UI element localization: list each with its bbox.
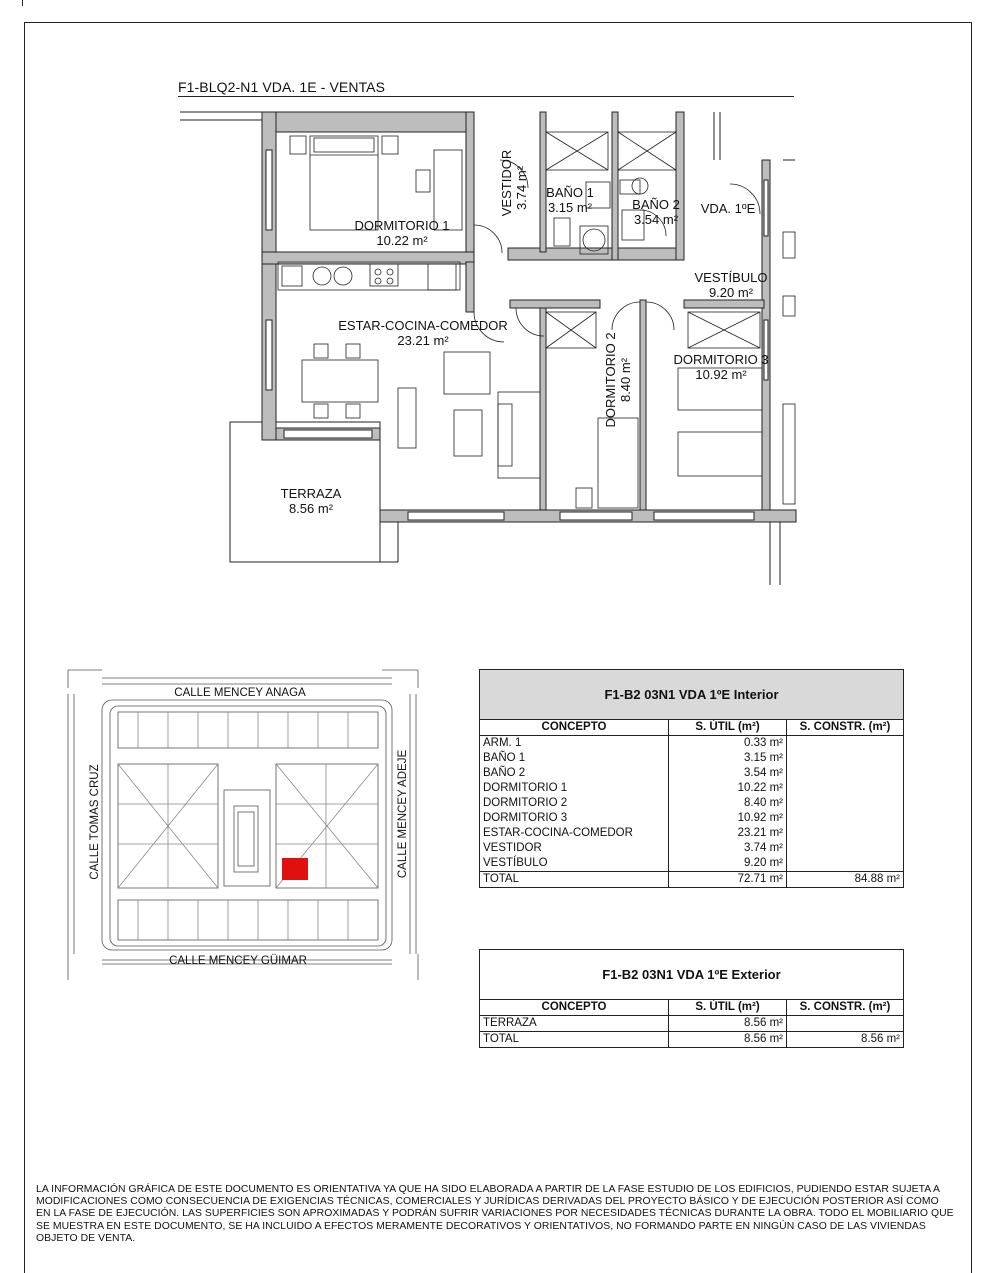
- room-label-terraza: TERRAZA: [280, 486, 342, 501]
- cell-s-util: 9.20 m²: [669, 856, 787, 872]
- cell-s-constr: [787, 751, 904, 766]
- site-plan: [62, 664, 422, 984]
- table-row: [480, 766, 904, 781]
- table-row: [480, 841, 904, 856]
- table-row: [480, 811, 904, 826]
- table-row: [480, 736, 904, 752]
- cell-concepto: TERRAZA: [480, 1016, 669, 1032]
- exterior-area-table: [479, 949, 904, 1048]
- cell-concepto: DORMITORIO 3: [480, 811, 669, 826]
- total-row: [480, 872, 904, 888]
- cell-s-util: 3.15 m²: [669, 751, 787, 766]
- room-label-estar: ESTAR-COCINA-COMEDOR: [338, 318, 508, 333]
- unit-label: VDA. 1ºE: [700, 201, 756, 216]
- cell-s-util: 3.54 m²: [669, 766, 787, 781]
- street-label-top: CALLE MENCEY ANAGA: [174, 687, 306, 699]
- room-area-estar: 23.21 m²: [397, 333, 449, 348]
- cell-s-util: 3.74 m²: [669, 841, 787, 856]
- room-label-dormitorio-2: DORMITORIO 2: [603, 332, 618, 428]
- cell-s-constr: [787, 811, 904, 826]
- cell-s-util: 10.92 m²: [669, 811, 787, 826]
- room-area-terraza: 8.56 m²: [288, 501, 334, 516]
- table-row: [480, 796, 904, 811]
- cell-s-constr: [787, 841, 904, 856]
- disclaimer-text: LA INFORMACIÓN GRÁFICA DE ESTE DOCUMENTO ES ORIENTATIVA YA QUE HA SIDO ELABORADA A PARTIR DE LA FASE ESTUDIO DE LOS EDIFICIOS, PUDIENDO ESTAR SUJETA A MODIFICACIONES COMO CONSECUENCIA DE EXIGENCIAS TÉCNICAS, COMERCIALES Y JURÍDICAS DERIVADAS DEL PROYECTO BÁSICO Y DE EJECUCIÓN POSTERIOR ASÍ COMO EN LA FASE DE EJECUCIÓN. LAS SUPERFICIES SON APROXIMADAS Y PODRÁN SUFRIR VARIACIONES POR NECESIDADES TÉCNICAS DURANTE LA OBRA. TODO EL MOBILIARIO QUE SE MUESTRA EN ESTE DOCUMENTO, SE HA INCLUIDO A EFECTOS MERAMENTE DECORATIVOS Y ORIENTATIVOS, NO FORMANDO PARTE EN NINGÚN CASO DE LAS VIVIENDAS OBJETO DE VENTA.: [36, 1184, 954, 1244]
- room-area-dormitorio-2: 8.40 m²: [618, 357, 633, 403]
- total-s-constr: 84.88 m²: [787, 872, 904, 888]
- cell-s-constr: [787, 766, 904, 781]
- floor-plan: [0, 0, 992, 600]
- street-label-left: CALLE TOMAS CRUZ: [89, 764, 101, 880]
- cell-concepto: BAÑO 1: [480, 751, 669, 766]
- total-label: TOTAL: [480, 872, 669, 888]
- room-area-dormitorio-3: 10.92 m²: [695, 367, 747, 382]
- room-area-dormitorio-1: 10.22 m²: [376, 233, 428, 248]
- room-area-vestidor: 3.74 m²: [514, 165, 529, 211]
- room-label-vestibulo: VESTÍBULO: [694, 270, 768, 285]
- cell-s-util: 0.33 m²: [669, 736, 787, 752]
- exterior-table-title: F1-B2 03N1 VDA 1ºE Exterior: [480, 950, 904, 1000]
- header-concepto: CONCEPTO: [480, 720, 669, 736]
- street-label-right: CALLE MENCEY ADEJE: [397, 749, 409, 879]
- room-area-bano-2: 3.54 m²: [633, 212, 679, 227]
- room-label-dormitorio-1: DORMITORIO 1: [354, 218, 450, 233]
- cell-s-util: 10.22 m²: [669, 781, 787, 796]
- interior-table-title: F1-B2 03N1 VDA 1ºE Interior: [480, 670, 904, 720]
- total-row: [480, 1032, 904, 1048]
- total-s-util: 72.71 m²: [669, 872, 787, 888]
- cell-s-constr: [787, 781, 904, 796]
- cell-concepto: DORMITORIO 1: [480, 781, 669, 796]
- cell-concepto: ARM. 1: [480, 736, 669, 752]
- page-title: F1-BLQ2-N1 VDA. 1E - VENTAS: [178, 79, 794, 97]
- table-row: [480, 1016, 904, 1032]
- room-label-dormitorio-3: DORMITORIO 3: [673, 352, 769, 367]
- room-label-bano-1: BAÑO 1: [546, 185, 594, 200]
- header-s-util: S. ÚTIL (m²): [669, 1000, 787, 1016]
- table-row: [480, 856, 904, 872]
- cell-s-util: 8.56 m²: [669, 1016, 787, 1032]
- total-label: TOTAL: [480, 1032, 669, 1048]
- cell-s-constr: [787, 736, 904, 752]
- cell-s-util: 8.40 m²: [669, 796, 787, 811]
- cell-s-constr: [787, 796, 904, 811]
- cell-concepto: BAÑO 2: [480, 766, 669, 781]
- cell-s-util: 23.21 m²: [669, 826, 787, 841]
- street-label-bottom: CALLE MENCEY GÜIMAR: [169, 955, 307, 967]
- room-area-vestibulo: 9.20 m²: [708, 285, 754, 300]
- cell-s-constr: [787, 826, 904, 841]
- table-row: [480, 781, 904, 796]
- room-label-bano-2: BAÑO 2: [632, 197, 680, 212]
- table-row: [480, 826, 904, 841]
- header-concepto: CONCEPTO: [480, 1000, 669, 1016]
- room-label-vestidor: VESTIDOR: [499, 149, 514, 217]
- interior-area-table: [479, 669, 904, 888]
- cell-s-constr: [787, 856, 904, 872]
- total-s-util: 8.56 m²: [669, 1032, 787, 1048]
- unit-location-marker: [282, 858, 308, 880]
- header-s-util: S. ÚTIL (m²): [669, 720, 787, 736]
- cell-concepto: DORMITORIO 2: [480, 796, 669, 811]
- cell-s-constr: [787, 1016, 904, 1032]
- total-s-constr: 8.56 m²: [787, 1032, 904, 1048]
- room-area-bano-1: 3.15 m²: [547, 200, 593, 215]
- header-s-constr: S. CONSTR. (m²): [787, 720, 904, 736]
- table-row: [480, 751, 904, 766]
- cell-concepto: ESTAR-COCINA-COMEDOR: [480, 826, 669, 841]
- header-s-constr: S. CONSTR. (m²): [787, 1000, 904, 1016]
- cell-concepto: VESTÍBULO: [480, 856, 669, 872]
- cell-concepto: VESTIDOR: [480, 841, 669, 856]
